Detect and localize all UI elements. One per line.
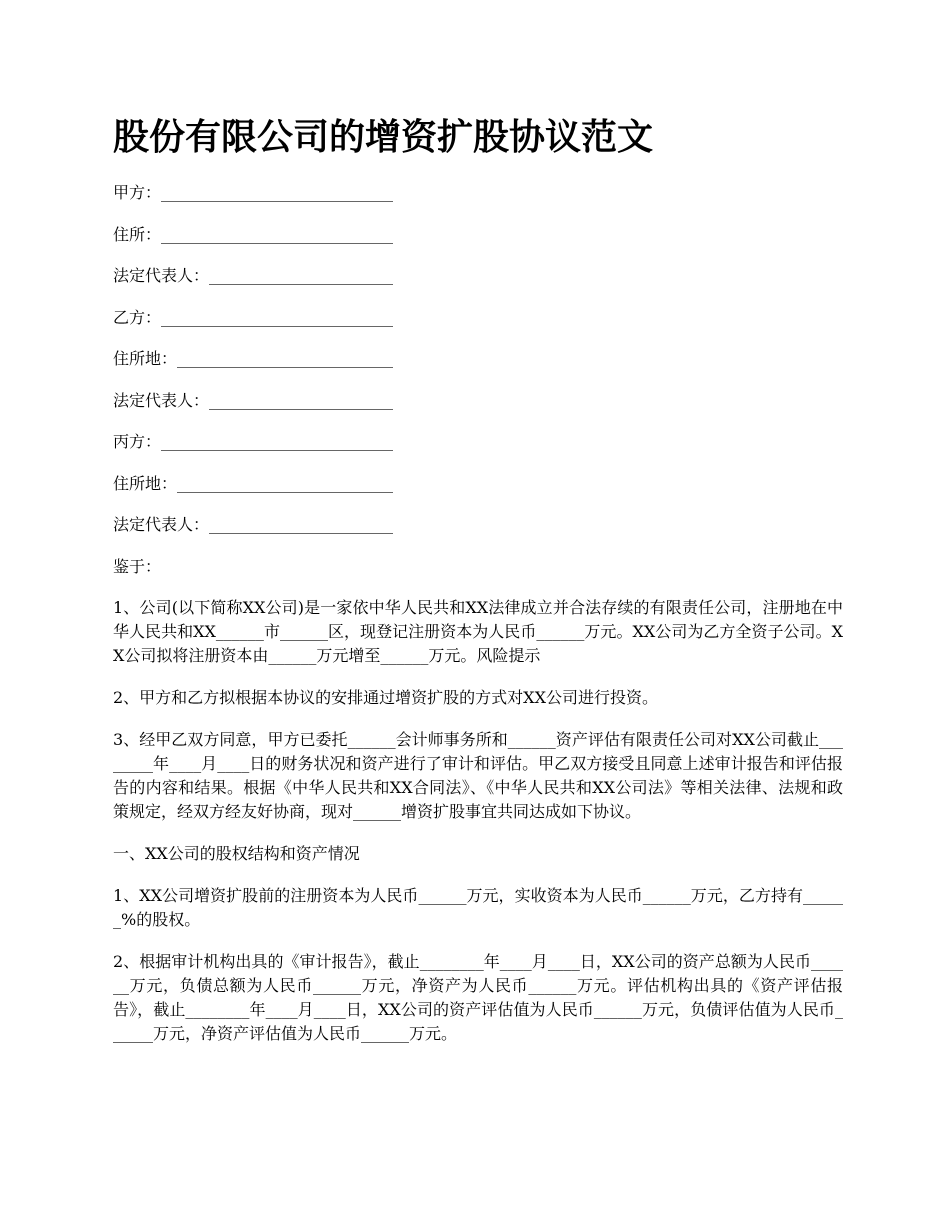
document-title: 股份有限公司的增资扩股协议范文: [113, 117, 654, 158]
party-a-address-field: 住所：_____________________________: [113, 224, 394, 244]
party-a-field: 甲方：_____________________________: [113, 183, 394, 202]
section-heading-1: 一、XX公司的股权结构和资产情况: [113, 844, 360, 863]
recital-paragraph-2: 2、甲方和乙方拟根据本协议的安排通过增资扩股的方式对XX公司进行投资。: [113, 688, 658, 707]
recital-paragraph-1: 1、公司(以下简称XX公司)是一家依中华人民共和XX法律成立并合法存续的有限责任公司，注册地在中华人民共和XX______市______区，现登记注册资本为人民币______万元。XX公司为乙方全资子公司。XX公司拟将注册资本由______万元增至______万元。风险提示: [113, 598, 843, 665]
party-b-field: 乙方：_____________________________: [113, 307, 394, 327]
party-b-address-field: 住所地：___________________________: [113, 349, 394, 368]
party-c-address-field: 住所地：___________________________: [113, 473, 394, 493]
section-1-clause-2: 2、根据审计机构出具的《审计报告》，截止________年____月____日，XX公司的资产总额为人民币______万元，负债总额为人民币______万元，净资产为人民币______万元。评估机构出具的《资产评估报告》，截止________年____月____日，XX公司的资产评估值为人民币______万元，负债评估值为人民币______万元，净资产评估值为人民币______万元。: [113, 952, 843, 1043]
recital-paragraph-3: 3、经甲乙双方同意，甲方已委托______会计师事务所和______资产评估有限责任公司对XX公司截止________年____月____日的财务状况和资产进行了审计和评估。甲乙双方接受且同意上述审计报告和评估报告的内容和结果。根据《中华人民共和XX合同法》、《中华人民共和XX公司法》等相关法律、法规和政策规定，经双方经友好协商，现对______增资扩股事宜共同达成如下协议。: [113, 730, 843, 821]
party-b-representative-field: 法定代表人：_______________________: [113, 390, 394, 410]
party-c-field: 丙方：_____________________________: [113, 432, 394, 451]
section-1-clause-1: 1、XX公司增资扩股前的注册资本为人民币______万元，实收资本为人民币______万元，乙方持有______%的股权。: [113, 886, 843, 929]
document-page: [113, 115, 843, 1064]
party-a-representative-field: 法定代表人：_______________________: [113, 266, 394, 285]
recital-heading: 鉴于：: [113, 556, 162, 576]
party-c-representative-field: 法定代表人：_______________________: [113, 515, 394, 534]
